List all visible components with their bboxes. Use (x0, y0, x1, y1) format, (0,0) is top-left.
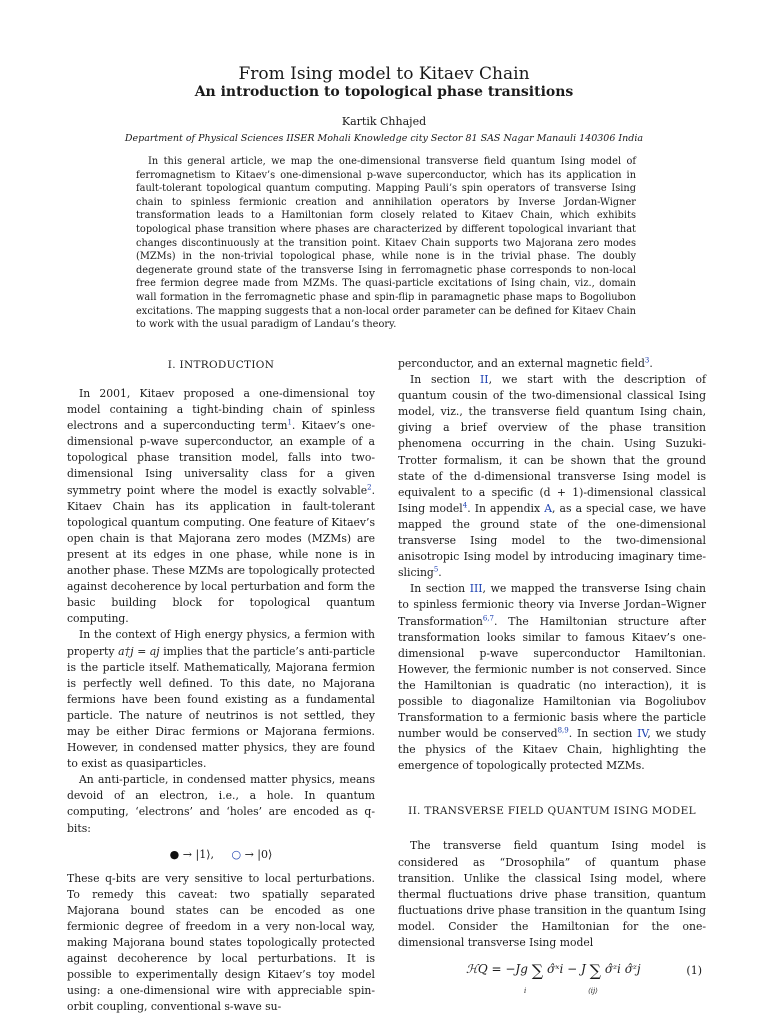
abstract: In this general article, we map the one-dimensional transverse field quantum Ising model of ferromagnetism to Kitaev’s one-dimensional p-wave superconductor, which has its application in fault-tolerant topological quantum computing. Mapping Pauli’s spin operators of transverse Ising chain to spinless fermionic creation and annihilation operators by Inverse Jordan-Wigner transformation leads to a Hamiltonian form closely related to Kitaev Chain, which exhibits topological phase transition where phases are characterized by different topological invariant that changes discontinuously at the transition point. Kitaev Chain supports two Majorana zero modes (MZMs) in the non-trivial topological phase, while none is in the trivial phase. The doubly degenerate ground state of the transverse Ising in ferromagnetic phase corresponds to non-local free fermion degree made from MZMs. The quasi-particle excitations of Ising chain, viz., domain wall formation in the ferromagnetic phase and spin-flip in paramagnetic phase maps to Bogoliubon excitations. The mapping suggests that a non-local order parameter can be defined for Kitaev Chain to work with the usual paradigm of Landau’s theory. (136, 156, 636, 331)
citation-link[interactable]: 4 (462, 501, 468, 510)
sum-index-ij: ⟨ij⟩ (588, 987, 598, 996)
text-span: implies that the particle’s anti-particle is the particle itself. Mathematically, Majorana fermion is perfectly well defined. To this date, no Majorana fermions have been found existing as a fundamental particle. The nature of neutrinos is not settled, they may be either Dirac fermions or Majorana fermions. However, in condensed matter physics, they are found to exist as quasiparticles. (67, 644, 375, 771)
section-link-iv[interactable]: IV (637, 727, 648, 741)
text-span: In section (410, 373, 481, 387)
paper-subtitle: An introduction to topological phase transitions (194, 84, 574, 100)
author-affiliation: Department of Physical Sciences IISER Mohali Knowledge city Sector 81 SAS Nagar Manauli 140306 India (124, 133, 644, 144)
text-span: , we mapped the transverse Ising chain to spinless fermionic theory via Inverse Jordan–Wigner Transformation (398, 582, 706, 628)
equation-number: (1) (686, 964, 702, 978)
qbit-one-map: → |1⟩, (182, 847, 214, 861)
hollow-circle-icon: ○ (231, 847, 242, 861)
citation-link[interactable]: 3 (644, 356, 650, 365)
equation-term-2: σ̂ᶻi σ̂ᶻj (604, 962, 641, 977)
citation-link[interactable]: 8,9 (557, 726, 569, 735)
inline-math: a†j = aj (118, 644, 160, 658)
ising-paragraph-1: The transverse field quantum Ising model is considered as “Drosophila” of quantum phase transition. Unlike the classical Ising model, where thermal fluctuations drive phase transition, quantum fluctuations drive phase transition in the quantum Ising model. Consider the Hamiltonian for the one-dimensional transverse Ising model (398, 839, 706, 949)
sum-symbol: ∑ (589, 961, 602, 981)
outline-paragraph-1 (398, 372, 706, 581)
text-span: . Kitaev’s one-dimensional p-wave superconductor, an example of a topological phase transition model, falls into two-dimensional Ising universality class for a given symmetry point where the model is exactly solvable (67, 419, 375, 497)
text-span: . Kitaev Chain has its application in fault-tolerant topological quantum computing. One feature of Kitaev’s open chain is that Majorana zero modes (MZMs) are present at its edges in one phase, while none is in another phase. These MZMs are topologically protected against decoherence by local perturbation and form the basic building block for topological quantum computing. (67, 483, 375, 626)
text-span: In 2001, Kitaev proposed a one-dimensional toy model containing a tight-binding chain of spinless electrons and a superconducting term (67, 387, 375, 433)
citation-link[interactable]: 1 (287, 418, 292, 427)
text-span: . In appendix (467, 501, 545, 515)
text-span: , we study the physics of the Kitaev Chain, highlighting the emergence of topologically protected MZMs. (398, 727, 706, 773)
left-column (67, 356, 375, 1016)
sum-symbol: ∑ (531, 961, 544, 981)
text-span: . (649, 357, 653, 370)
section-link-ii[interactable]: II (480, 373, 489, 387)
intro-paragraph-2 (67, 627, 375, 772)
text-span: . The Hamiltonian structure after transformation looks similar to famous Kitaev’s one-dimensional p-wave superconductor Hamiltonian. However, the fermionic number is not conserved. Since the Hamiltonian is quadratic (no interaction), it is possible to diagonalize Hamiltonian via Bogoliubov Transformation to a fermionic basis where the particle number would be conserved (398, 614, 706, 741)
text-span: , we start with the description of quantum cousin of the two-dimensional classical Ising model, viz., the transverse field quantum Ising chain, giving a brief overview of the phase transition phenomena occurring in the chain. Using Suzuki-Trotter formalism, it can be shown that the ground state of the d-dimensional transverse Ising model is equivalent to a specific (d + 1)-dimensional classical Ising model (398, 373, 706, 515)
intro-paragraph-continued (398, 356, 706, 372)
intro-paragraph-1 (67, 386, 375, 627)
text-span: . (438, 566, 442, 580)
intro-paragraph-4: These q-bits are very sensitive to local perturbations. To remedy this caveat: two spatially separated Majorana bound states can be encoded as one fermionic degree of freedom in a very non-local way, making Majorana bound states topologically protected against decoherence by local perturbations. It is possible to experimentally design Kitaev’s toy model using: a one-dimensional wire with appreciable spin-orbit coupling, conventional s-wave su- (67, 871, 375, 1014)
text-span: In section (410, 582, 470, 596)
filled-circle-icon: ● (169, 847, 180, 861)
section-heading-introduction: I. INTRODUCTION (167, 359, 275, 371)
sum-index-i: i (524, 987, 527, 996)
outline-paragraph-2 (398, 581, 706, 774)
equation-body (466, 961, 641, 979)
paper-title: From Ising model to Kitaev Chain (238, 64, 530, 84)
appendix-link-a[interactable]: A (544, 501, 552, 515)
qbit-encoding (67, 847, 375, 863)
section-heading-transverse-ising: II. TRANSVERSE FIELD QUANTUM ISING MODEL (408, 805, 696, 818)
citation-link[interactable]: 6,7 (482, 613, 495, 622)
equation-lhs: ℋQ = −Jg (466, 962, 528, 977)
text-span: In the context of High energy physics, a fermion with property (67, 628, 375, 658)
right-column (398, 356, 706, 996)
author-name: Kartik Chhajed (341, 115, 427, 128)
text-span: perconductor, and an external magnetic field (398, 357, 645, 370)
citation-link[interactable]: 2 (367, 482, 372, 491)
citation-link[interactable]: 5 (433, 565, 439, 574)
text-span: . In section (568, 727, 638, 741)
equation-term-1: σ̂ˣi − J (547, 962, 586, 977)
intro-paragraph-3: An anti-particle, in condensed matter physics, means devoid of an electron, i.e., a hole. In quantum computing, ‘electrons’ and ‘holes’ are encoded as q-bits: (67, 773, 375, 835)
qbit-zero-map: → |0⟩ (244, 847, 273, 861)
equation-1 (398, 957, 706, 996)
text-span: , as a special case, we have mapped the ground state of the one-dimensional transverse Ising model to the two-dimensional anisotropic Ising model by introducing imaginary time-slicing (398, 501, 706, 580)
section-link-iii[interactable]: III (469, 582, 483, 596)
